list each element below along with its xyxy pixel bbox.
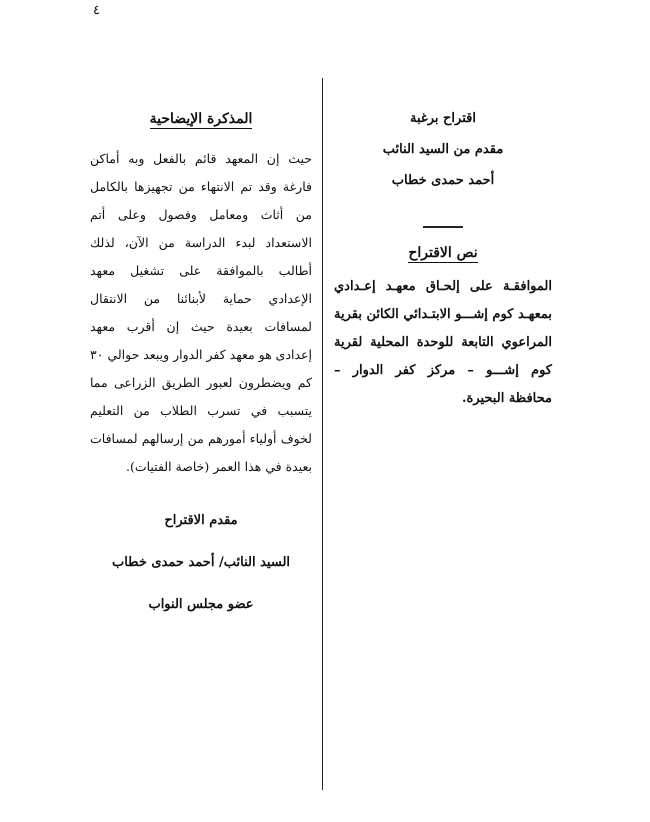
memo-column <box>90 108 312 637</box>
proposal-body: الموافقـة على إلحـاق معهـد إعـدادي بمعهـد كوم إشـــو الابتـدائي الكائن بقرية المراعوي التابعة للوحدة المحلية لقرية كوم إشـــو – مركز كفر الدوار – محافظة البحيرة. <box>334 278 552 406</box>
proposal-submitter-name: أحمد حمدى خطاب <box>391 173 495 188</box>
signature-heading: مقدم الاقتراح <box>164 513 238 528</box>
signature-block <box>90 511 312 615</box>
proposal-section-title: نص الاقتراح <box>408 244 478 261</box>
column-divider <box>322 78 323 790</box>
proposal-column <box>334 108 552 413</box>
section-separator <box>423 226 463 228</box>
signature-name: السيد النائب/ أحمد حمدى خطاب <box>111 555 291 570</box>
signature-role: عضو مجلس النواب <box>148 597 254 612</box>
page-number: ٤ <box>93 3 100 18</box>
memo-section-title: المذكرة الإيضاحية <box>149 111 253 127</box>
memo-title-wrap <box>90 108 312 139</box>
proposal-submitter-label: مقدم من السيد النائب <box>382 142 504 157</box>
proposal-type: اقتراح برغبة <box>410 111 476 126</box>
memo-body: حيث إن المعهد قائم بالفعل وبه أماكن فارغة وقد تم الانتهاء من تجهيزها بالكامل من أثاث ومعامل وفصول وعلى أتم الاستعداد لبدء الدراسة من الآن، لذلك أطالب بالموافقة على تشغيل معهد الإعدادي حماية لأبنائنا من الانتقال لمسافات بعيدة حيث إن أقرب معهد إعدادى هو معهد كفر الدوار ويبعد حوالي ٣٠ كم ويضطرون لعبور الطريق الزراعى مما يتسبب في تسرب الطلاب من التعليم لخوف أولياء أمورهم من إرسالهم لمسافات بعيدة في هذا العمر (خاصة الفتيات). <box>90 151 312 474</box>
proposal-title-wrap <box>334 242 552 273</box>
